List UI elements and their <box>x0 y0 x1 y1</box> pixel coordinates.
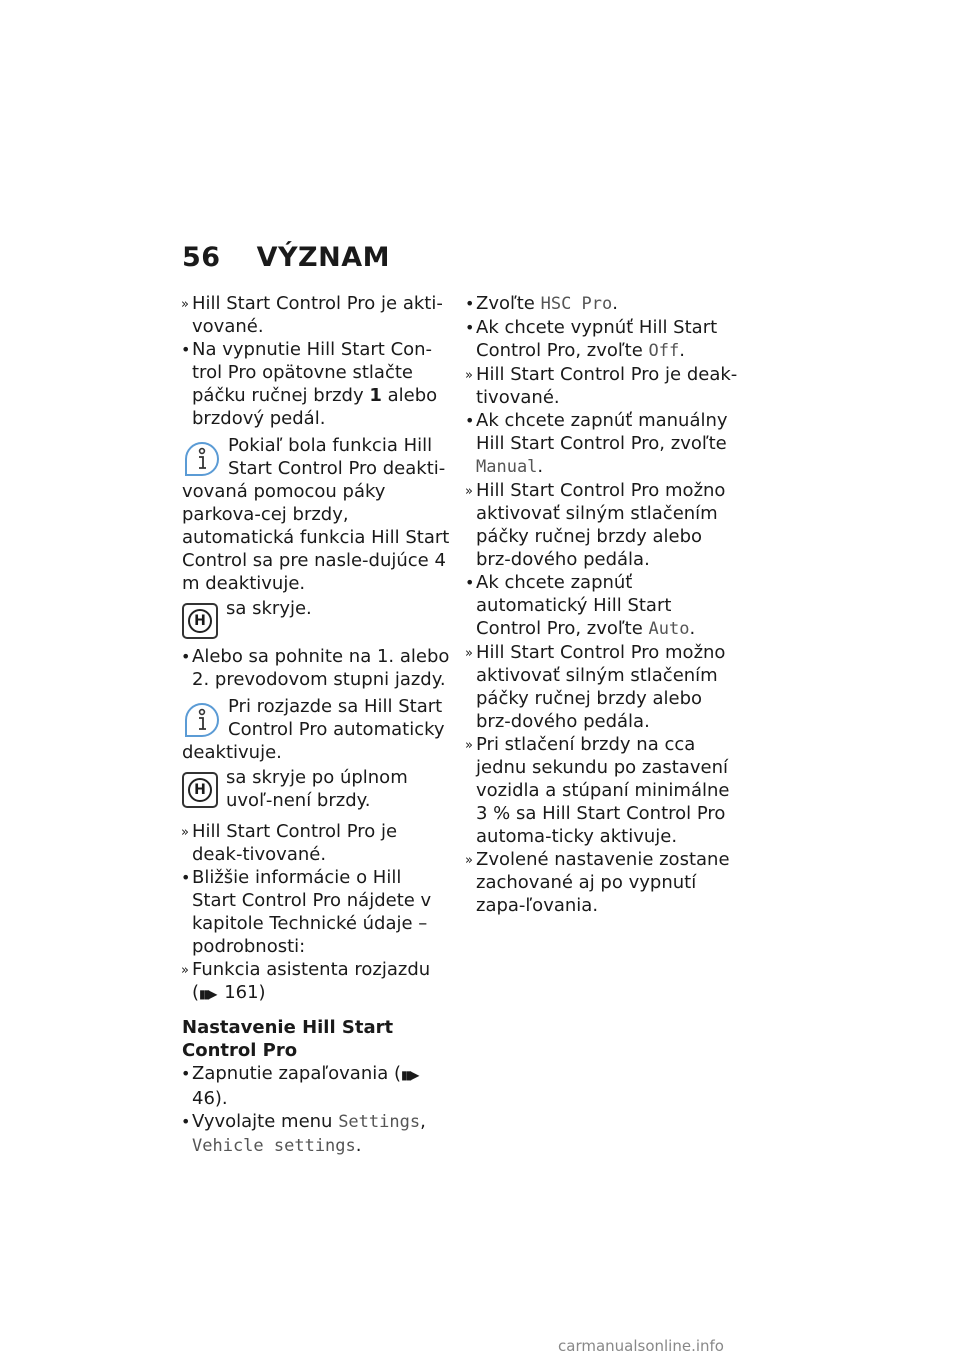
info-icon <box>182 700 222 740</box>
right-column <box>466 292 741 917</box>
note-text: Pri rozjazde sa Hill Start Control Pro automaticky deaktivuje. <box>182 696 445 763</box>
menu-option: Manual <box>476 457 538 477</box>
list-item: • Na vypnutie Hill Start Con-trol Pro opätovne stlačte páčku ručnej brzdy 1 alebo brzdový pedál. <box>182 338 450 430</box>
list-item: • Zvoľte HSC Pro. <box>466 292 741 316</box>
hill-start-h-icon: H <box>182 603 218 639</box>
menu-option: HSC Pro <box>540 294 613 314</box>
list-item: » Pri stlačení brzdy na cca jednu sekundu po zastavení vozidla a stúpaní minimálne 3 % sa Hill Start Control Pro automa-ticky aktivuje. <box>465 734 730 847</box>
list-item: » Zvolené nastavenie zostane zachované aj po vypnutí zapa-ľovania. <box>465 849 730 916</box>
list-item: » Hill Start Control Pro je deak-tivované. <box>181 821 398 865</box>
note-text: Pokiaľ bola funkcia Hill Start Control Pro deakti-vovaná pomocou páky parkova-cej brzdy, automatická funkcia Hill Start Control sa pre nasle-dujúce 4 m deaktivuje. <box>182 435 450 594</box>
list-item: • Ak chcete zapnúť automatický Hill Start Control Pro, zvoľte Auto. <box>466 571 741 641</box>
list-item: • Ak chcete vypnúť Hill Start Control Pro, zvoľte Off. <box>466 316 741 363</box>
list-item: » Hill Start Control Pro je deak-tivované. <box>465 364 738 408</box>
menu-path: Vehicle settings <box>192 1136 356 1156</box>
list-item: » Hill Start Control Pro možno aktivovať silným stlačením páčky ručnej brzdy alebo brz-dového pedála. <box>465 480 726 570</box>
list-item: » Hill Start Control Pro možno aktivovať silným stlačením páčky ručnej brzdy alebo brz-dového pedála. <box>465 642 726 732</box>
info-note <box>182 695 450 764</box>
section-title: VÝZNAM <box>256 242 390 273</box>
list-item: • Zapnutie zapaľovania (▮▮▶ 46). <box>182 1062 450 1110</box>
hill-start-h-icon: H <box>182 772 218 808</box>
list-item: • Alebo sa pohnite na 1. alebo 2. prevodovom stupni jazdy. <box>182 645 450 691</box>
menu-option: Auto <box>648 619 690 639</box>
info-note <box>182 434 450 595</box>
page-number: 56 <box>182 242 221 273</box>
indicator-row: H sa skryje po úplnom uvoľ-není brzdy. <box>182 766 450 814</box>
list-item: » Hill Start Control Pro je akti-vované. <box>181 293 443 337</box>
list-item: • Vyvolajte menu Settings, Vehicle settings. <box>182 1110 450 1158</box>
list-item: • Ak chcete zapnúť manuálny Hill Start Control Pro, zvoľte Manual. <box>466 409 741 479</box>
info-icon <box>182 439 222 479</box>
menu-option: Off <box>648 341 680 361</box>
watermark: carmanualsonline.info <box>558 1337 724 1355</box>
subheading: Nastavenie Hill Start Control Pro <box>182 1017 394 1061</box>
indicator-row: H sa skryje. <box>182 597 450 645</box>
menu-path: Settings <box>338 1112 421 1132</box>
page-reference-arrow-icon: ▮▮▶ <box>199 987 216 1001</box>
left-column <box>182 292 450 1158</box>
list-item: • Bližšie informácie o Hill Start Control Pro nájdete v kapitole Technické údaje – podrobnosti: <box>182 866 450 958</box>
page-header <box>182 242 390 273</box>
page-reference-arrow-icon: ▮▮▶ <box>401 1068 418 1082</box>
list-item: » Funkcia asistenta rozjazdu (▮▮▶ 161) <box>181 959 431 1003</box>
